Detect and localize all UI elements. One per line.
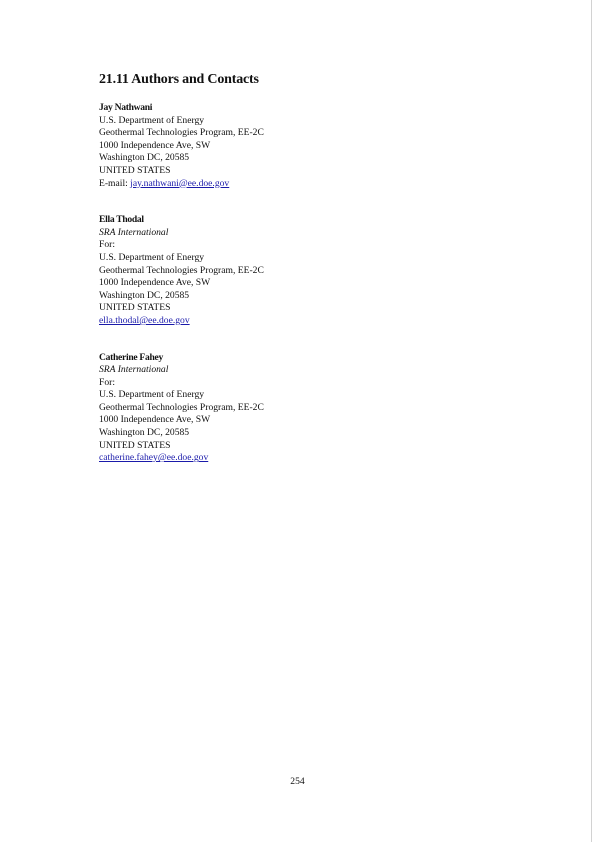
email-link[interactable]: ella.thodal@ee.doe.gov — [99, 314, 190, 326]
address-line: 1000 Independence Ave, SW — [99, 277, 211, 289]
address-line: UNITED STATES — [99, 302, 171, 314]
page-edge-divider — [591, 0, 592, 842]
address-line: U.S. Department of Energy — [99, 114, 205, 126]
address-line: 1000 Independence Ave, SW — [99, 139, 211, 151]
address-line: Geothermal Technologies Program, EE-2C — [99, 264, 264, 276]
contact-organization: SRA International — [99, 226, 169, 238]
email-link[interactable]: jay.nathwani@ee.doe.gov — [130, 177, 230, 189]
address-line: Geothermal Technologies Program, EE-2C — [99, 401, 264, 413]
address-line: Washington DC, 20585 — [99, 152, 190, 164]
email-row — [99, 315, 539, 328]
contact-name: Ella Thodal — [99, 214, 144, 226]
contact-organization: SRA International — [99, 364, 169, 376]
address-line: UNITED STATES — [99, 439, 171, 451]
contact-block-thodal — [99, 214, 539, 327]
address-line: 1000 Independence Ave, SW — [99, 414, 211, 426]
address-line: U.S. Department of Energy — [99, 389, 205, 401]
email-row — [99, 178, 539, 191]
document-body — [99, 71, 539, 465]
for-label: For: — [99, 239, 115, 251]
page-number: 254 — [290, 776, 305, 787]
contact-name: Jay Nathwani — [99, 102, 153, 113]
address-line: Washington DC, 20585 — [99, 289, 190, 301]
contact-block-fahey — [99, 352, 539, 465]
address-line: Washington DC, 20585 — [99, 427, 190, 439]
address-line: U.S. Department of Energy — [99, 251, 205, 263]
address-line: UNITED STATES — [99, 164, 171, 176]
for-label: For: — [99, 376, 115, 388]
contact-block-nathwani — [99, 102, 539, 190]
section-heading: 21.11 Authors and Contacts — [99, 72, 259, 87]
contact-name: Catherine Fahey — [99, 351, 163, 363]
address-line: Geothermal Technologies Program, EE-2C — [99, 127, 264, 139]
email-link[interactable]: catherine.fahey@ee.doe.gov — [99, 452, 209, 464]
email-row — [99, 452, 539, 465]
email-prefix: E-mail: — [99, 177, 131, 189]
